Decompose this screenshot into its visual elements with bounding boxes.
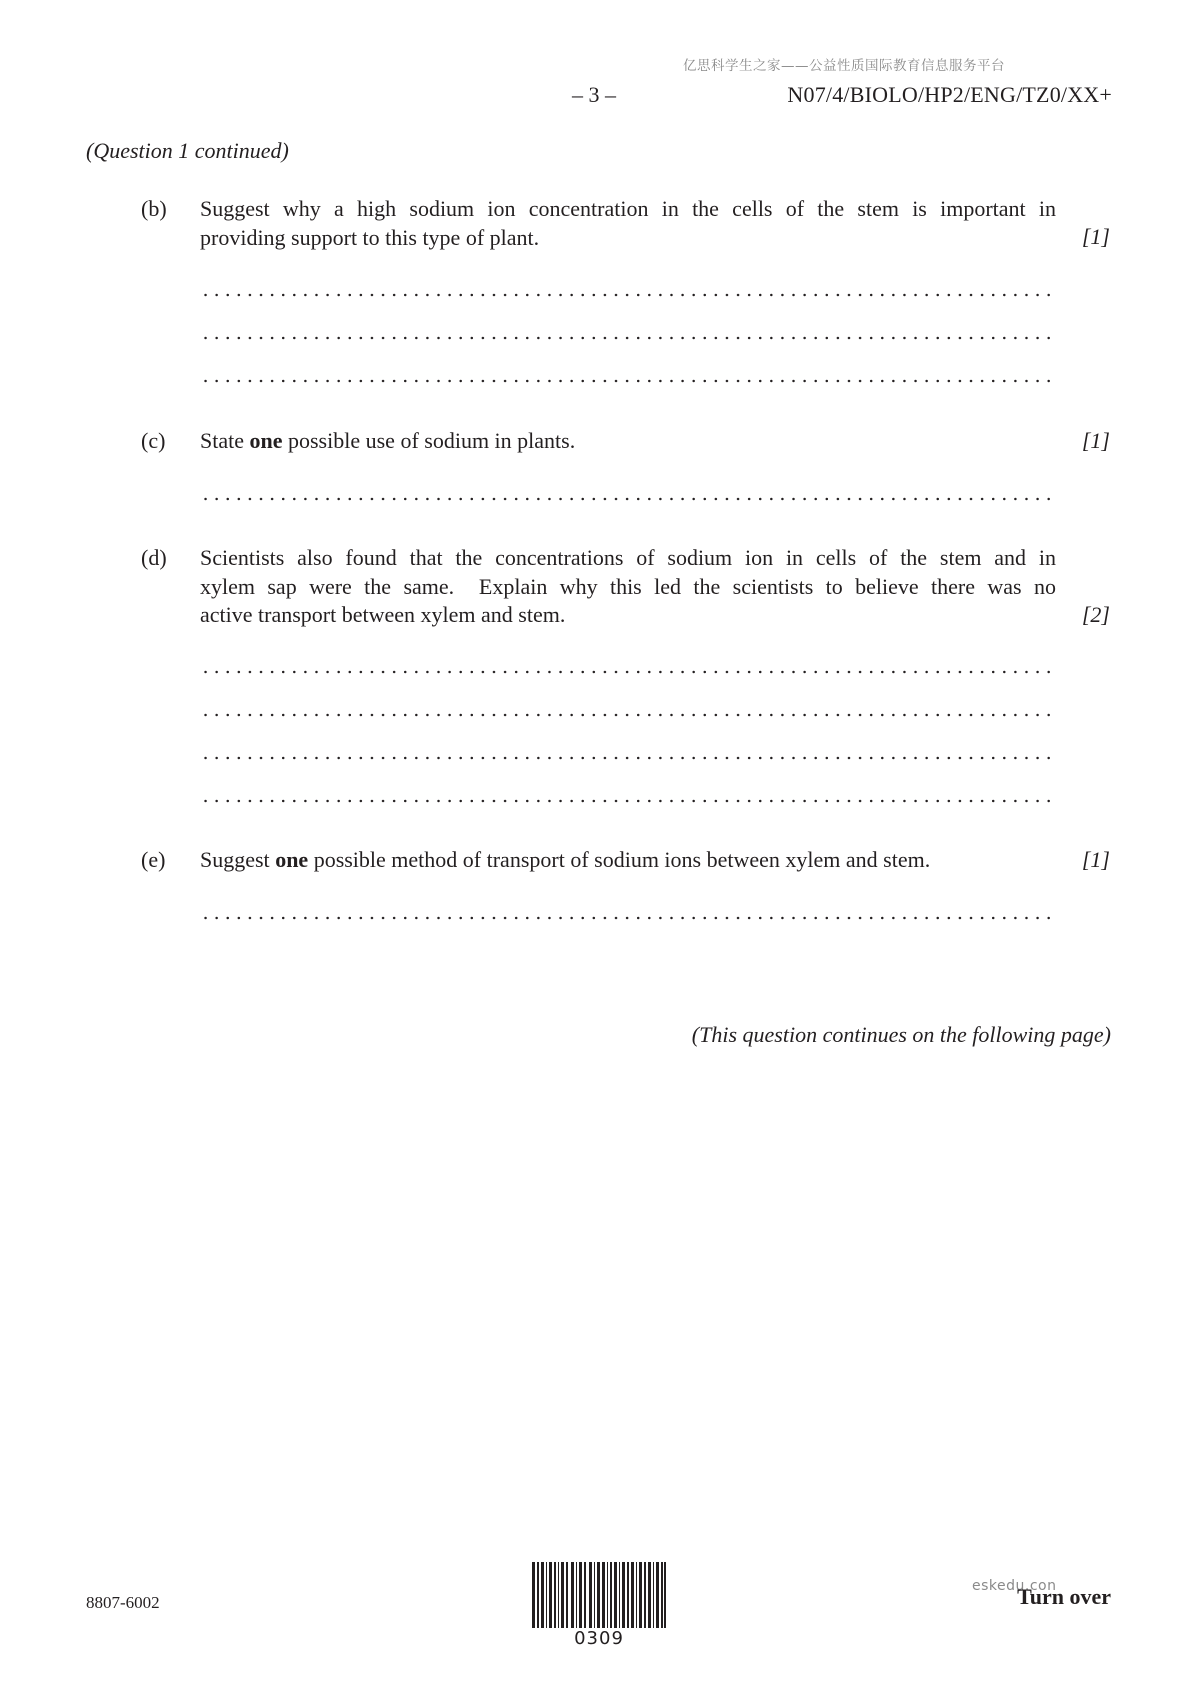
question-b-text	[200, 195, 1056, 252]
question-d-text	[200, 544, 1056, 630]
page-number: – 3 –	[572, 82, 616, 107]
answer-line-d-4[interactable]	[200, 799, 1056, 803]
barcode-number: 0309	[574, 1628, 624, 1649]
continues-note: (This question continues on the following page)	[691, 1022, 1111, 1047]
question-e-marks: [1]	[1081, 847, 1110, 872]
question-e-text	[200, 846, 1056, 875]
question-b-label: (b)	[141, 196, 167, 221]
question-c-text-bold: one	[249, 428, 283, 453]
answer-line-d-1[interactable]	[200, 670, 1056, 674]
answer-line-b-2[interactable]	[200, 336, 1056, 340]
continued-label: (Question 1 continued)	[86, 138, 289, 163]
barcode	[532, 1562, 666, 1628]
answer-line-d-3[interactable]	[200, 756, 1056, 760]
header-watermark: 亿思科学生之家——公益性质国际教育信息服务平台	[683, 58, 1005, 74]
question-c-label: (c)	[141, 428, 166, 453]
question-c-text-post: possible use of sodium in plants.	[282, 428, 576, 453]
question-d-line-1: Scientists also found that the concentrations of sodium ion in cells of the stem and in	[200, 545, 1056, 570]
turn-over-label: Turn over	[1017, 1584, 1111, 1609]
question-c-marks: [1]	[1081, 428, 1110, 453]
question-e-label: (e)	[141, 847, 166, 872]
paper-code: N07/4/BIOLO/HP2/ENG/TZ0/XX+	[787, 82, 1112, 107]
question-d-line-3: active transport between xylem and stem.	[200, 602, 566, 627]
question-e-text-bold: one	[275, 847, 309, 872]
question-d-marks: [2]	[1081, 602, 1110, 627]
question-c-text	[200, 427, 1056, 456]
answer-line-b-3[interactable]	[200, 379, 1056, 383]
question-d-line-2: xylem sap were the same. Explain why this led the scientists to believe there was no	[200, 573, 1056, 599]
question-e-text-post: possible method of transport of sodium ions between xylem and stem.	[308, 847, 931, 872]
question-c-text-pre: State	[200, 428, 250, 453]
answer-line-e-1[interactable]	[200, 916, 1056, 920]
question-b-marks: [1]	[1081, 224, 1110, 249]
answer-line-d-2[interactable]	[200, 713, 1056, 717]
question-b-line-1: Suggest why a high sodium ion concentration in the cells of the stem is important in	[200, 196, 1056, 221]
question-e-text-pre: Suggest	[200, 847, 276, 872]
question-b-line-2: providing support to this type of plant.	[200, 224, 540, 250]
answer-line-b-1[interactable]	[200, 293, 1056, 297]
question-d-label: (d)	[141, 545, 167, 570]
answer-line-c-1[interactable]	[200, 497, 1056, 501]
footer-watermark: eskedu.con	[972, 1578, 1057, 1594]
footer-code: 8807-6002	[86, 1593, 160, 1612]
